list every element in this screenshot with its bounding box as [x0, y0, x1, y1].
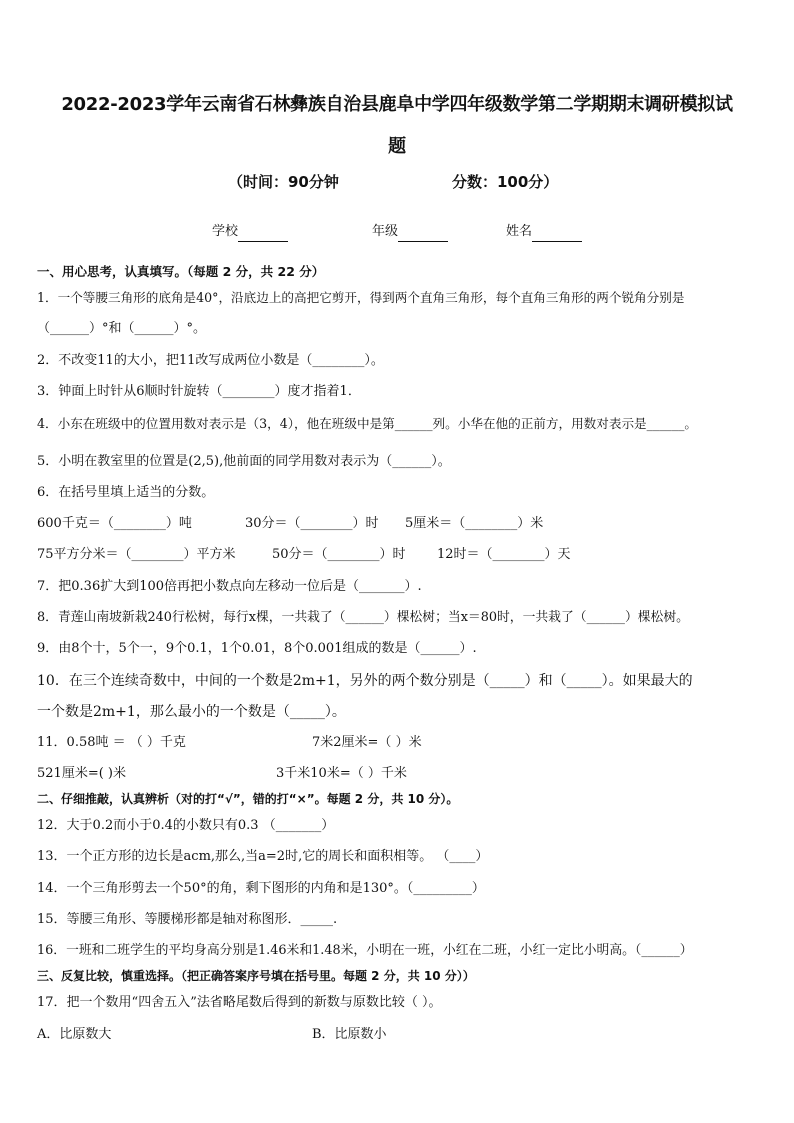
name-blank[interactable] [532, 227, 582, 242]
question-7: 7．把0.36扩大到100倍再把小数点向左移动一位后是（_______）. [37, 579, 422, 594]
name-field[interactable] [506, 222, 582, 242]
question-6-item-5: 50分＝（________）时 [272, 547, 406, 562]
question-12: 12．大于0.2而小于0.4的小数只有0.3 （_______） [37, 818, 335, 833]
question-2: 2．不改变11的大小，把11改写成两位小数是（________）。 [37, 353, 384, 368]
question-6: 6．在括号里填上适当的分数。 [37, 485, 215, 500]
grade-label: 年级 [372, 224, 399, 239]
time-limit: （时间：90分钟 [228, 173, 339, 191]
question-13: 13．一个正方形的边长是acm,那么,当a=2时,它的周长和面积相等。 （____） [37, 849, 489, 864]
question-16: 16．一班和二班学生的平均身高分别是1.46米和1.48米，小明在一班，小红在二班，小红一定比小明高。（______） [37, 943, 693, 958]
grade-blank[interactable] [398, 227, 448, 242]
total-score: 分数：100分） [452, 173, 559, 191]
question-14: 14．一个三角形剪去一个50°的角，剩下图形的内角和是130°。（_________） [37, 881, 485, 896]
question-6-item-6: 12时＝（________）天 [437, 547, 571, 562]
question-11-item-1: 11．0.58吨 ＝ （ ）千克 [37, 735, 186, 750]
question-11-item-2: 7米2厘米=（ ）米 [312, 735, 422, 750]
question-6-item-4: 75平方分米＝（________）平方米 [37, 547, 236, 562]
question-17-option-b[interactable]: B．比原数小 [312, 1027, 387, 1042]
question-5: 5．小明在教室里的位置是(2,5),他前面的同学用数对表示为（______）。 [37, 454, 451, 469]
question-11-item-3: 521厘米=( )米 [37, 766, 126, 781]
question-10-line-2: 一个数是2m+1，那么最小的一个数是（_____）。 [37, 704, 346, 720]
section-1-heading: 一、用心思考，认真填写。（每题 2 分，共 22 分） [37, 264, 325, 279]
school-blank[interactable] [238, 227, 288, 242]
title-line-1: 2022-2023学年云南省石林彝族自治县鹿阜中学四年级数学第二学期期末调研模拟试 [61, 94, 733, 115]
question-4: 4．小东在班级中的位置用数对表示是（3，4），他在班级中是第______列。小华在他的正前方，用数对表示是______。 [37, 416, 698, 431]
question-1-line-1: 1．一个等腰三角形的底角是40°，沿底边上的高把它剪开，得到两个直角三角形，每个直角三角形的两个锐角分别是 [37, 290, 685, 305]
question-1-line-2: （______）°和（______）°。 [37, 321, 207, 336]
grade-field[interactable] [372, 222, 448, 242]
question-6-item-2: 30分＝（________）时 [245, 516, 379, 531]
exam-title [30, 84, 764, 168]
section-3-heading: 三、反复比较，慎重选择。（把正确答案序号填在括号里。每题 2 分，共 10 分）） [37, 969, 475, 983]
question-3: 3．钟面上时针从6顺时针旋转（________）度才指着1． [37, 384, 361, 399]
question-15: 15．等腰三角形、等腰梯形都是轴对称图形．_____. [37, 912, 338, 927]
question-8: 8．青莲山南坡新栽240行松树，每行x棵，一共栽了（______）棵松树；当x＝80时，一共栽了（______）棵松树。 [37, 610, 689, 625]
question-11-item-4: 3千米10米=（ ）千米 [276, 766, 407, 781]
name-label: 姓名 [506, 224, 533, 239]
question-9: 9．由8个十，5个一，9个0.1，1个0.01，8个0.001组成的数是（______）. [37, 641, 477, 656]
school-field[interactable] [212, 222, 288, 242]
section-2-heading: 二、仔细推敲，认真辨析（对的打“√”，错的打“×”。每题 2 分，共 10 分）。 [37, 792, 459, 806]
school-label: 学校 [212, 224, 239, 239]
question-6-item-1: 600千克＝（________）吨 [37, 516, 192, 531]
title-line-2: 题 [388, 136, 406, 157]
question-17-option-a[interactable]: A．比原数大 [37, 1027, 112, 1042]
question-6-item-3: 5厘米＝（________）米 [405, 516, 544, 531]
question-17: 17．把一个数用“四舍五入”法省略尾数后得到的新数与原数比较（ ）。 [37, 995, 442, 1010]
question-10-line-1: 10．在三个连续奇数中，中间的一个数是2m+1，另外的两个数分别是（_____）和（_____）。如果最大的 [37, 673, 693, 689]
